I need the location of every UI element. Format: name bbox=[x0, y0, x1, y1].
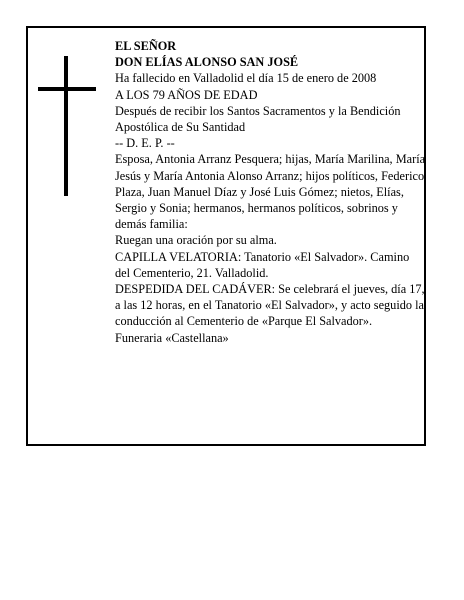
prayer: Ruegan una oración por su alma. bbox=[115, 233, 277, 248]
farewell: DESPEDIDA DEL CADÁVER: Se celebrará el jueves, día 17, a las 12 horas, en el Tanatorio «El Salvador», y acto seguido la conducción al Cementerio de «Parque El Salvador». bbox=[115, 282, 425, 329]
cross-icon-bar bbox=[38, 87, 96, 91]
wake-location: CAPILLA VELATORIA: Tanatorio «El Salvador». Camino del Cementerio, 21. Valladolid. bbox=[115, 249, 410, 280]
age: A LOS 79 AÑOS DE EDAD bbox=[115, 87, 258, 102]
rip: -- D. E. P. -- bbox=[115, 136, 175, 151]
deceased-name: DON ELÍAS ALONSO SAN JOSÉ bbox=[115, 55, 299, 70]
funeral-home: Funeraria «Castellana» bbox=[115, 330, 229, 345]
family: Esposa, Antonia Arranz Pesquera; hijas, María Marilina, María Jesús y María Antonia Alonso Arranz; hijos políticos, Federico Plaza, Juan Manuel Díaz y José Luis Gómez; nietos, Elías, Sergio y Sonia; hermanos, hermanos políticos, sobrinos y demás familia: bbox=[115, 152, 426, 232]
title-line-1: EL SEÑOR bbox=[115, 39, 177, 53]
cross-icon bbox=[64, 56, 68, 196]
obituary-text bbox=[115, 38, 427, 346]
death-notice: Ha fallecido en Valladolid el día 15 de enero de 2008 bbox=[115, 71, 377, 86]
sacraments: Después de recibir los Santos Sacramentos y la Bendición Apostólica de Su Santidad bbox=[115, 103, 401, 135]
